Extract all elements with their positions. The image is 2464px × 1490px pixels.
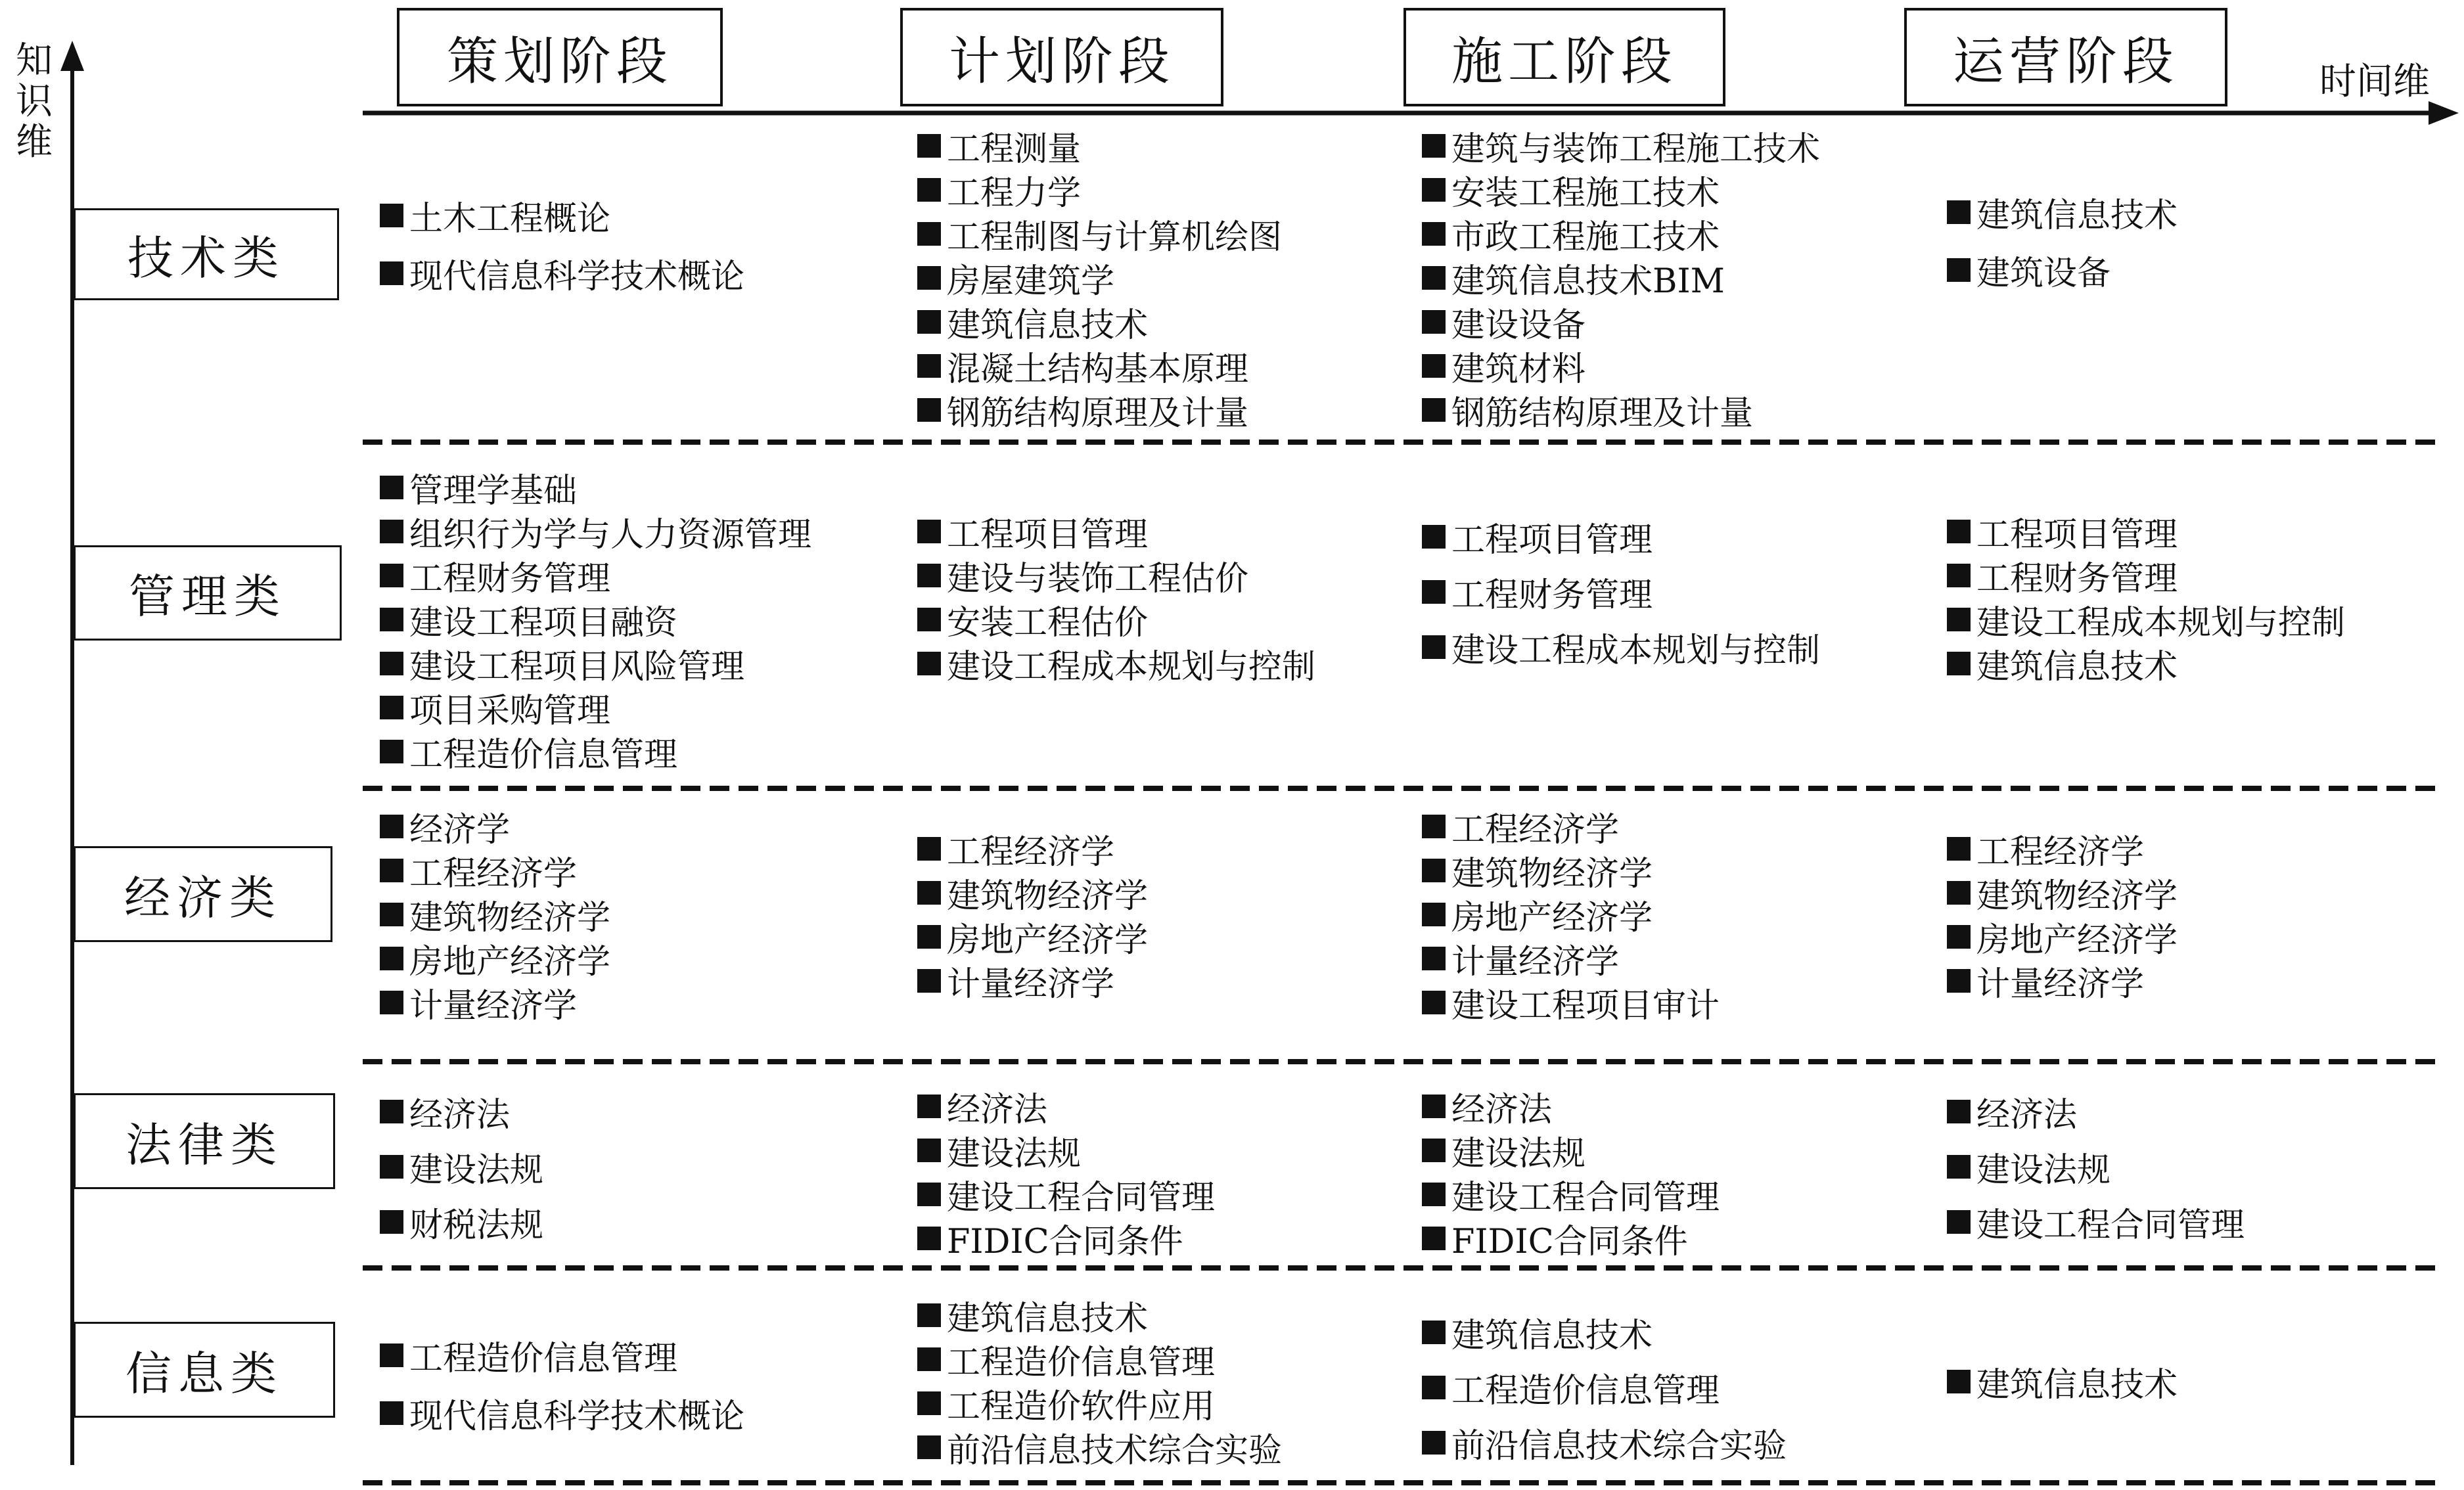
course-label: 房地产经济学 — [947, 920, 1149, 960]
course-label: 工程经济学 — [1976, 832, 2145, 872]
course-item — [1422, 300, 1820, 344]
square-bullet-icon — [1422, 991, 1446, 1014]
course-label: 建设工程项目审计 — [1451, 986, 1720, 1026]
course-item — [1947, 509, 2345, 553]
square-bullet-icon — [1947, 200, 1971, 224]
square-bullet-icon — [917, 134, 941, 158]
vertical-axis-label: 知识维 — [16, 39, 53, 164]
square-bullet-icon — [1947, 1100, 1971, 1123]
course-label: 建筑物经济学 — [1976, 876, 2178, 916]
course-label: 建设工程成本规划与控制 — [1976, 603, 2346, 643]
course-label: 工程造价信息管理 — [409, 1340, 678, 1378]
course-label: 工程造价软件应用 — [947, 1387, 1216, 1426]
cell-information-planning — [380, 1326, 744, 1442]
course-item — [380, 685, 811, 729]
square-bullet-icon — [917, 1303, 941, 1327]
square-bullet-icon — [1422, 1431, 1446, 1455]
course-item — [1422, 168, 1820, 212]
course-label: 安装工程估价 — [947, 603, 1149, 643]
square-bullet-icon — [1947, 652, 1971, 675]
square-bullet-icon — [380, 1155, 403, 1179]
square-bullet-icon — [380, 564, 403, 587]
square-bullet-icon — [917, 925, 941, 949]
cell-technology-operation — [1947, 183, 2178, 299]
course-label: 建筑材料 — [1451, 350, 1586, 389]
course-item — [380, 729, 811, 773]
cell-information-schedule — [917, 1293, 1282, 1469]
category-information: 信息类 — [74, 1322, 335, 1418]
course-label: 计量经济学 — [947, 964, 1115, 1004]
course-label: 房地产经济学 — [409, 942, 611, 982]
course-label: 建设法规 — [947, 1134, 1082, 1173]
stage-construction-header: 施工阶段 — [1403, 8, 1725, 106]
square-bullet-icon — [1422, 310, 1446, 334]
course-label: 工程力学 — [947, 173, 1082, 213]
course-item — [917, 1337, 1282, 1381]
square-bullet-icon — [917, 310, 941, 334]
course-label: 钢筋结构原理及计量 — [947, 394, 1249, 433]
square-bullet-icon — [1947, 1155, 1971, 1179]
course-label: 建筑物经济学 — [1451, 854, 1653, 893]
course-label: 建筑信息技术 — [1976, 1365, 2178, 1405]
square-bullet-icon — [1947, 881, 1971, 905]
course-label: 建设工程合同管理 — [947, 1178, 1216, 1217]
course-label: 组织行为学与人力资源管理 — [409, 515, 812, 554]
category-technology: 技术类 — [74, 208, 339, 300]
cell-economics-operation — [1947, 826, 2178, 1003]
course-label: 房地产经济学 — [1451, 898, 1653, 937]
square-bullet-icon — [917, 266, 941, 290]
course-label: 计量经济学 — [409, 986, 578, 1026]
course-item — [1947, 1139, 2245, 1194]
square-bullet-icon — [380, 1210, 403, 1234]
square-bullet-icon — [380, 608, 403, 631]
square-bullet-icon — [380, 476, 403, 499]
course-item — [380, 980, 610, 1024]
course-label: 工程经济学 — [1451, 810, 1620, 849]
square-bullet-icon — [380, 204, 403, 227]
cell-economics-construction — [1422, 804, 1720, 1024]
course-item — [1422, 344, 1820, 388]
square-bullet-icon — [1422, 635, 1446, 659]
square-bullet-icon — [1947, 1370, 1971, 1393]
square-bullet-icon — [1947, 837, 1971, 861]
course-item — [917, 870, 1148, 914]
course-label: 计量经济学 — [1976, 964, 2145, 1004]
course-item — [917, 641, 1315, 685]
course-item — [1422, 620, 1820, 675]
square-bullet-icon — [1947, 925, 1971, 949]
course-label: 建筑与装饰工程施工技术 — [1451, 129, 1821, 169]
square-bullet-icon — [917, 222, 941, 246]
course-item — [1422, 1084, 1720, 1128]
course-label: 安装工程施工技术 — [1451, 173, 1720, 213]
course-label: 工程经济学 — [947, 832, 1115, 872]
square-bullet-icon — [1422, 1376, 1446, 1399]
course-item — [380, 244, 744, 302]
square-bullet-icon — [1422, 580, 1446, 604]
course-item — [380, 848, 610, 892]
square-bullet-icon — [380, 652, 403, 675]
course-label: 工程造价信息管理 — [1451, 1372, 1720, 1411]
cell-management-operation — [1947, 509, 2345, 685]
course-item — [380, 1194, 543, 1250]
stage-operation-header: 运营阶段 — [1904, 8, 2227, 106]
course-item — [917, 1216, 1215, 1260]
square-bullet-icon — [917, 564, 941, 587]
course-item — [917, 168, 1282, 212]
course-label: 混凝土结构基本原理 — [947, 350, 1249, 389]
course-item — [917, 1128, 1215, 1172]
cell-technology-schedule — [917, 124, 1282, 432]
course-label: 土木工程概论 — [409, 200, 611, 238]
square-bullet-icon — [917, 1139, 941, 1162]
course-label: 建筑信息技术 — [947, 1299, 1149, 1338]
square-bullet-icon — [380, 859, 403, 882]
course-label: 建设与装饰工程估价 — [947, 559, 1249, 598]
horizontal-axis-label: 时间维 — [2319, 60, 2430, 103]
cell-law-operation — [1947, 1084, 2245, 1250]
course-item — [380, 1326, 744, 1384]
stage-schedule-header: 计划阶段 — [900, 8, 1223, 106]
cell-information-construction — [1422, 1305, 1787, 1470]
square-bullet-icon — [380, 1401, 403, 1425]
course-label: 工程财务管理 — [1451, 576, 1653, 615]
course-item — [917, 914, 1148, 959]
course-item — [1422, 1216, 1720, 1260]
course-label: 工程制图与计算机绘图 — [947, 217, 1283, 257]
course-label: 房屋建筑学 — [947, 261, 1115, 301]
course-label: 工程项目管理 — [947, 515, 1149, 554]
course-label: 建筑信息技术 — [1976, 647, 2178, 687]
square-bullet-icon — [917, 652, 941, 675]
category-management: 管理类 — [74, 545, 342, 641]
course-label: 经济法 — [947, 1090, 1048, 1129]
course-item — [917, 553, 1315, 597]
cell-technology-planning — [380, 187, 744, 302]
course-label: 工程项目管理 — [1451, 521, 1653, 560]
course-label: 建设法规 — [1976, 1151, 2111, 1190]
course-item — [917, 256, 1282, 300]
course-item — [1422, 1415, 1787, 1470]
course-item — [380, 597, 811, 641]
square-bullet-icon — [917, 969, 941, 993]
course-item — [1422, 980, 1720, 1024]
cell-management-construction — [1422, 509, 1820, 675]
course-label: 计量经济学 — [1451, 942, 1620, 982]
course-item — [1422, 1305, 1787, 1360]
square-bullet-icon — [380, 520, 403, 543]
course-label: 项目采购管理 — [409, 691, 611, 731]
square-bullet-icon — [380, 991, 403, 1014]
cell-technology-construction — [1422, 124, 1820, 432]
square-bullet-icon — [917, 608, 941, 631]
square-bullet-icon — [380, 1343, 403, 1367]
square-bullet-icon — [1947, 520, 1971, 543]
square-bullet-icon — [1422, 134, 1446, 158]
course-label: 工程造价信息管理 — [409, 735, 678, 775]
course-label: 建设工程成本规划与控制 — [1451, 631, 1821, 670]
stage-planning-header: 策划阶段 — [397, 8, 723, 106]
course-label: 建筑物经济学 — [409, 898, 611, 937]
course-label: 管理学基础 — [409, 471, 578, 510]
course-label: 现代信息科学技术概论 — [409, 258, 745, 296]
course-item — [1947, 959, 2178, 1003]
course-label: 前沿信息技术综合实验 — [1451, 1427, 1787, 1466]
course-item — [1947, 914, 2178, 959]
course-label: 建设设备 — [1451, 305, 1586, 345]
course-item — [1422, 388, 1820, 432]
course-item — [917, 388, 1282, 432]
course-label: 建筑物经济学 — [947, 876, 1149, 916]
course-item — [380, 641, 811, 685]
square-bullet-icon — [1947, 969, 1971, 993]
course-item — [1947, 870, 2178, 914]
square-bullet-icon — [917, 354, 941, 378]
course-label: 建设工程成本规划与控制 — [947, 647, 1316, 687]
cell-economics-planning — [380, 804, 610, 1024]
square-bullet-icon — [1422, 947, 1446, 970]
course-label: 工程财务管理 — [1976, 559, 2178, 598]
course-item — [1422, 564, 1820, 620]
course-label: 建设工程合同管理 — [1451, 1178, 1720, 1217]
course-item — [917, 1293, 1282, 1337]
course-label: 建筑信息技术 — [1451, 1317, 1653, 1355]
course-item — [1947, 183, 2178, 241]
course-item — [1947, 1359, 2178, 1403]
course-item — [1422, 1128, 1720, 1172]
cell-economics-schedule — [917, 826, 1148, 1003]
cell-law-planning — [380, 1084, 543, 1250]
course-label: 经济法 — [409, 1096, 511, 1135]
square-bullet-icon — [1422, 525, 1446, 549]
course-item — [380, 936, 610, 980]
square-bullet-icon — [1422, 222, 1446, 246]
course-item — [917, 1425, 1282, 1469]
square-bullet-icon — [1422, 859, 1446, 882]
course-item — [380, 187, 744, 244]
square-bullet-icon — [1947, 1210, 1971, 1234]
course-item — [1947, 1084, 2245, 1139]
course-item — [380, 1084, 543, 1139]
course-item — [917, 509, 1315, 553]
course-label: 建设法规 — [409, 1151, 544, 1190]
square-bullet-icon — [917, 1347, 941, 1371]
course-item — [1422, 892, 1720, 936]
square-bullet-icon — [380, 740, 403, 763]
square-bullet-icon — [917, 178, 941, 202]
square-bullet-icon — [380, 1100, 403, 1123]
square-bullet-icon — [917, 1095, 941, 1118]
square-bullet-icon — [1947, 564, 1971, 587]
course-item — [1422, 124, 1820, 168]
square-bullet-icon — [1422, 178, 1446, 202]
course-label: 市政工程施工技术 — [1451, 217, 1720, 257]
horizontal-axis-arrow — [2429, 101, 2459, 125]
square-bullet-icon — [917, 520, 941, 543]
square-bullet-icon — [380, 696, 403, 719]
course-label: 工程项目管理 — [1976, 515, 2178, 554]
square-bullet-icon — [380, 903, 403, 926]
course-item — [917, 212, 1282, 256]
cell-management-planning — [380, 465, 811, 773]
course-item — [380, 1139, 543, 1194]
course-label: 经济学 — [409, 810, 511, 849]
square-bullet-icon — [1422, 398, 1446, 422]
course-label: 建筑信息技术 — [1976, 196, 2178, 235]
square-bullet-icon — [917, 1435, 941, 1459]
course-item — [1947, 553, 2345, 597]
cell-law-schedule — [917, 1084, 1215, 1260]
square-bullet-icon — [1422, 903, 1446, 926]
course-item — [380, 1384, 744, 1442]
square-bullet-icon — [1422, 266, 1446, 290]
course-item — [1422, 804, 1720, 848]
square-bullet-icon — [1947, 608, 1971, 631]
square-bullet-icon — [1422, 1321, 1446, 1344]
course-item — [1947, 1194, 2245, 1250]
course-label: 建筑信息技术BIM — [1451, 261, 1725, 301]
square-bullet-icon — [1422, 1139, 1446, 1162]
square-bullet-icon — [917, 1227, 941, 1250]
course-label: 房地产经济学 — [1976, 920, 2178, 960]
course-item — [917, 1381, 1282, 1425]
course-label: 建设工程合同管理 — [1976, 1206, 2245, 1245]
course-label: FIDIC合同条件 — [947, 1222, 1183, 1261]
course-label: 工程造价信息管理 — [947, 1343, 1216, 1382]
square-bullet-icon — [380, 815, 403, 838]
course-label: 工程测量 — [947, 129, 1082, 169]
course-label: 钢筋结构原理及计量 — [1451, 394, 1754, 433]
course-item — [1422, 1360, 1787, 1415]
course-item — [917, 300, 1282, 344]
course-label: 建筑信息技术 — [947, 305, 1149, 345]
course-item — [380, 509, 811, 553]
course-item — [1422, 936, 1720, 980]
course-item — [917, 124, 1282, 168]
course-item — [1422, 1172, 1720, 1216]
course-item — [917, 344, 1282, 388]
course-item — [917, 959, 1148, 1003]
course-item — [380, 892, 610, 936]
course-item — [1947, 241, 2178, 299]
course-item — [1422, 212, 1820, 256]
course-label: 工程财务管理 — [409, 559, 611, 598]
vertical-axis-arrow — [60, 41, 84, 71]
cell-law-construction — [1422, 1084, 1720, 1260]
course-item — [917, 597, 1315, 641]
square-bullet-icon — [1947, 258, 1971, 282]
cell-management-schedule — [917, 509, 1315, 685]
square-bullet-icon — [1422, 1183, 1446, 1206]
course-item — [1422, 848, 1720, 892]
course-label: 建设工程项目融资 — [409, 603, 678, 643]
square-bullet-icon — [1422, 1227, 1446, 1250]
course-label: 建设工程项目风险管理 — [409, 647, 745, 687]
cell-information-operation — [1947, 1359, 2178, 1403]
course-item — [917, 826, 1148, 870]
course-item — [1422, 256, 1820, 300]
course-label: 建筑设备 — [1976, 254, 2111, 293]
square-bullet-icon — [917, 1391, 941, 1415]
course-label: 工程经济学 — [409, 854, 578, 893]
category-economics: 经济类 — [74, 846, 332, 942]
square-bullet-icon — [380, 947, 403, 970]
course-label: 经济法 — [1976, 1096, 2078, 1135]
course-label: 建设法规 — [1451, 1134, 1586, 1173]
square-bullet-icon — [1422, 1095, 1446, 1118]
course-label: 现代信息科学技术概论 — [409, 1397, 745, 1436]
course-item — [1947, 597, 2345, 641]
square-bullet-icon — [917, 1183, 941, 1206]
square-bullet-icon — [917, 398, 941, 422]
course-item — [380, 553, 811, 597]
course-item — [1947, 826, 2178, 870]
square-bullet-icon — [1422, 815, 1446, 838]
course-item — [380, 465, 811, 509]
course-label: FIDIC合同条件 — [1451, 1222, 1688, 1261]
course-label: 经济法 — [1451, 1090, 1553, 1129]
square-bullet-icon — [917, 881, 941, 905]
course-item — [1947, 641, 2345, 685]
course-item — [1422, 509, 1820, 564]
square-bullet-icon — [917, 837, 941, 861]
course-label: 前沿信息技术综合实验 — [947, 1431, 1283, 1470]
course-label: 财税法规 — [409, 1206, 544, 1245]
course-item — [917, 1084, 1215, 1128]
course-item — [917, 1172, 1215, 1216]
square-bullet-icon — [1422, 354, 1446, 378]
course-item — [380, 804, 610, 848]
square-bullet-icon — [380, 261, 403, 285]
category-law: 法律类 — [74, 1093, 335, 1189]
